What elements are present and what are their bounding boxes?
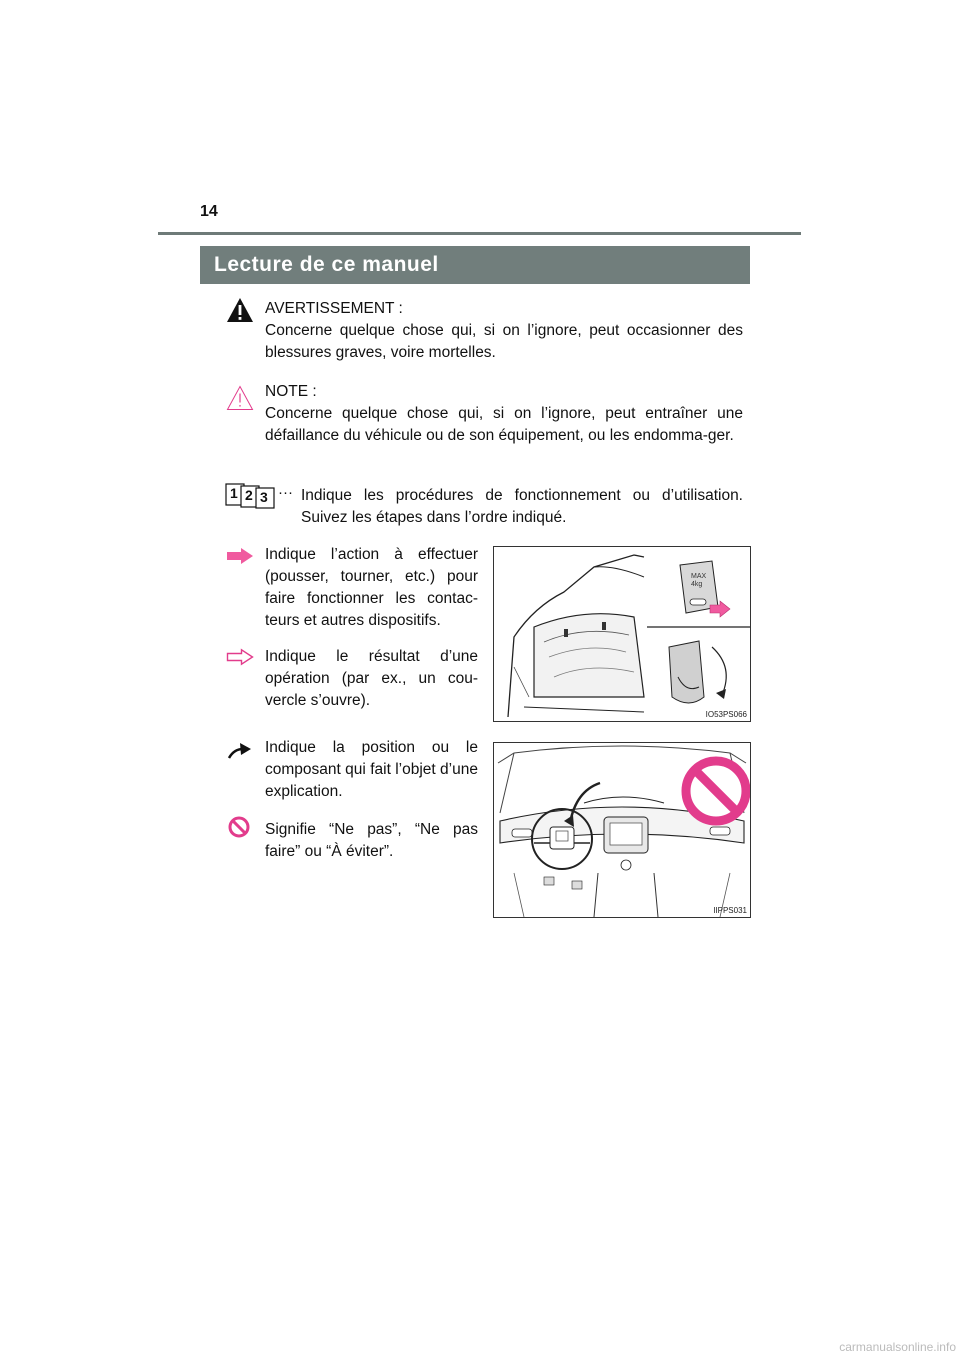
steps-text: Indique les procédures de fonctionnement ou d’utilisation. Suivez les étapes dans l’ordre indiqué. — [301, 487, 743, 526]
top-rule — [158, 232, 801, 235]
position-arrow-text: Indique la position ou le composant qui fait l’objet d’une explication. — [265, 739, 478, 800]
action-arrow-text: Indique l’action à effectuer (pousser, tourner, etc.) pour faire fonctionner les contac-teurs et autres dispositifs. — [265, 546, 478, 629]
steps-block — [301, 485, 743, 529]
warning-text: Concerne quelque chose qui, si on l’ignore, peut occasionner des blessures graves, voire mortelles. — [265, 322, 743, 361]
trunk-illustration — [494, 547, 750, 721]
note-block — [265, 381, 743, 447]
figure-dashboard — [493, 742, 751, 918]
note-text: Concerne quelque chose qui, si on l’ignore, peut entraîner une défaillance du véhicule ou de son équipement, ou les endomma-ger. — [265, 405, 743, 444]
figure-trunk — [493, 546, 751, 722]
caution-icon — [226, 385, 254, 411]
result-arrow-icon — [226, 648, 254, 666]
dashboard-illustration — [494, 743, 750, 917]
figure-code: IO53PS066 — [705, 710, 747, 719]
section-title: Lecture de ce manuel — [214, 253, 439, 276]
step-digit-2: 2 — [245, 487, 253, 503]
result-arrow-text: Indique le résultat d’une opération (par ex., un cou-vercle s’ouvre). — [265, 648, 478, 709]
warning-label: AVERTISSEMENT : — [265, 300, 403, 317]
note-label: NOTE : — [265, 383, 317, 400]
warning-block — [265, 298, 743, 364]
hook-label-line2: 4kg — [691, 581, 703, 588]
figure-code: IIPPS031 — [713, 906, 747, 915]
page-number: 14 — [200, 203, 218, 220]
footer-watermark: carmanualsonline.info — [839, 1340, 956, 1354]
prohibited-text: Signifie “Ne pas”, “Ne pas faire” ou “À éviter”. — [265, 821, 478, 860]
hook-label-line1: MAX — [691, 573, 707, 580]
step-ellipsis: ··· — [278, 484, 293, 501]
step-numbers-icon — [225, 483, 277, 507]
action-arrow-icon — [226, 547, 254, 565]
warning-icon — [226, 297, 254, 323]
step-digit-3: 3 — [260, 489, 268, 505]
step-digit-1: 1 — [230, 485, 238, 501]
position-arrow-icon — [226, 741, 254, 761]
section-header — [200, 246, 750, 284]
prohibited-icon — [228, 816, 250, 838]
